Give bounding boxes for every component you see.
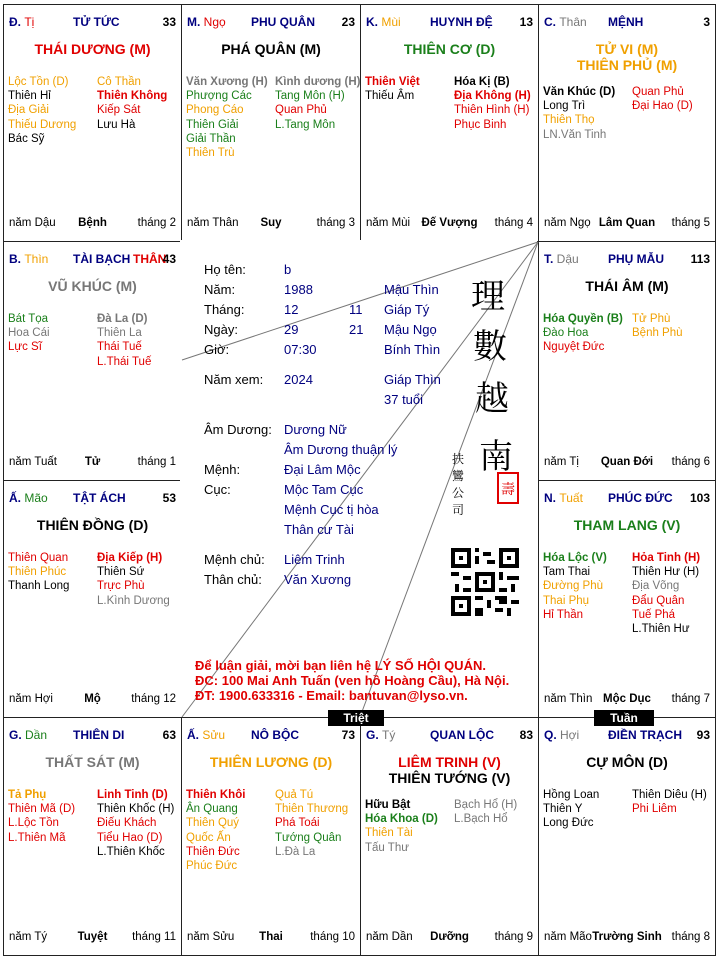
main-star: THÁI ÂM (M) bbox=[585, 278, 669, 294]
year-label: năm Tý bbox=[9, 931, 48, 943]
main-star: TỬ VI (M) bbox=[595, 41, 659, 57]
seal-char-1: 理 bbox=[471, 277, 505, 317]
label-cuc: Cục: bbox=[204, 482, 231, 497]
month-label: tháng 2 bbox=[137, 217, 176, 229]
month-label: tháng 5 bbox=[671, 217, 710, 229]
minor-star: Văn Xương (H) bbox=[186, 76, 268, 88]
triet-tag: Triệt bbox=[328, 710, 384, 726]
seal-sub-3: 公 bbox=[451, 486, 465, 500]
label-than-chu: Thân chủ: bbox=[204, 572, 262, 587]
life-stage: Quan Đới bbox=[600, 456, 654, 468]
minor-star: L.Tang Môn bbox=[275, 118, 336, 131]
branch-prefix: Ấ. bbox=[9, 491, 25, 505]
minor-star: Quan Phủ bbox=[632, 86, 684, 98]
palace-age: 63 bbox=[162, 728, 176, 742]
contact-line-2: ĐC: 100 Mai Anh Tuấn (ven hồ Hoàng Cầu), Hà Nội. bbox=[195, 673, 510, 688]
branch-name: Thân bbox=[559, 15, 587, 29]
minor-star: Phượng Các bbox=[186, 90, 252, 103]
value-cuc: Mộc Tam Cục bbox=[284, 482, 364, 497]
label-gio: Giờ: bbox=[204, 342, 230, 357]
value-tuoi: 37 tuổi bbox=[384, 392, 424, 407]
value-gio-can: Bính Thìn bbox=[384, 342, 441, 357]
minor-star: Thiên Đức bbox=[186, 845, 240, 858]
value-menh: Đại Lâm Mộc bbox=[284, 462, 361, 477]
value-cuc-3: Thân cư Tài bbox=[284, 522, 354, 537]
branch-prefix: T. bbox=[544, 252, 557, 266]
minor-star: L.Kình Dương bbox=[97, 594, 170, 607]
minor-star: Bác Sỹ bbox=[8, 132, 45, 145]
minor-star: Thiên Trù bbox=[186, 147, 235, 160]
branch-name: Ngọ bbox=[203, 15, 226, 29]
year-label: năm Ngọ bbox=[544, 217, 591, 229]
branch-prefix: C. bbox=[544, 15, 560, 29]
minor-star: Kình dương (H) bbox=[275, 76, 361, 88]
minor-star: Hữu Bật bbox=[365, 799, 411, 811]
minor-star: Giải Thần bbox=[186, 132, 236, 145]
value-ho-ten: b bbox=[284, 262, 292, 277]
month-label: tháng 9 bbox=[494, 931, 533, 943]
palace-name: NÔ BỘC bbox=[251, 728, 299, 742]
minor-star: L.Bạch Hổ bbox=[454, 813, 508, 826]
branch-name: Thìn bbox=[24, 252, 49, 266]
palace-name: ĐIỀN TRẠCH bbox=[608, 728, 682, 742]
year-label: năm Tuất bbox=[9, 456, 57, 468]
minor-star: L.Thiên Hư bbox=[632, 623, 690, 636]
main-star: VŨ KHÚC (M) bbox=[48, 278, 137, 294]
minor-star: Phúc Đức bbox=[186, 860, 238, 873]
main-star: THIÊN TƯỚNG (V) bbox=[388, 770, 511, 786]
value-nam-xem-can: Giáp Thìn bbox=[384, 372, 441, 387]
main-star: THẤT SÁT (M) bbox=[45, 754, 140, 770]
minor-star: Thiên Việt bbox=[365, 76, 420, 88]
palace-age: 53 bbox=[162, 491, 176, 505]
minor-star: Thiên Y bbox=[543, 803, 583, 816]
label-nam-xem: Năm xem: bbox=[204, 372, 264, 387]
palace-name: HUYNH ĐỆ bbox=[430, 15, 493, 29]
tuan-tag: Tuần bbox=[594, 710, 654, 726]
minor-star: Cô Thần bbox=[97, 76, 141, 88]
minor-star: Tấu Thư bbox=[365, 841, 409, 854]
main-star: THIÊN ĐỒNG (D) bbox=[36, 517, 149, 533]
label-menh: Mệnh: bbox=[204, 462, 241, 477]
value-cuc-2: Mệnh Cục tị hòa bbox=[284, 502, 379, 517]
value-gio: 07:30 bbox=[284, 342, 317, 357]
palace-name: MỆNH bbox=[608, 15, 644, 29]
minor-star: Tả Phụ bbox=[8, 789, 47, 801]
than-marker: THÂN bbox=[133, 252, 167, 266]
minor-star: Nguyệt Đức bbox=[543, 341, 605, 354]
branch-name: Tị bbox=[24, 15, 35, 29]
branch-name: Tý bbox=[382, 728, 396, 742]
main-star: CỰ MÔN (D) bbox=[586, 754, 668, 770]
minor-star: Đà La (D) bbox=[97, 313, 148, 325]
minor-star: Hỉ Thần bbox=[543, 608, 584, 621]
minor-star: Hồng Loan bbox=[543, 789, 600, 801]
minor-star: Thiên Quý bbox=[186, 817, 240, 830]
palace-age: 13 bbox=[519, 15, 533, 29]
value-am-duong-2: Âm Dương thuận lý bbox=[284, 442, 398, 457]
minor-star: Phục Binh bbox=[454, 118, 507, 131]
main-star: LIÊM TRINH (V) bbox=[398, 754, 501, 770]
label-nam: Năm: bbox=[204, 282, 236, 297]
palace-name: PHỤ MẪU bbox=[608, 252, 664, 266]
year-label: năm Thân bbox=[187, 217, 239, 229]
minor-star: Điếu Khách bbox=[97, 817, 157, 830]
minor-star: Tam Thai bbox=[543, 566, 591, 579]
minor-star: Quả Tú bbox=[275, 789, 314, 801]
palace-age: 113 bbox=[690, 252, 710, 266]
branch-prefix: G. bbox=[9, 728, 26, 742]
month-label: tháng 4 bbox=[494, 217, 533, 229]
minor-star: Hóa Khoa (D) bbox=[365, 813, 438, 826]
minor-star: Lưu Hà bbox=[97, 118, 136, 131]
life-stage: Suy bbox=[260, 217, 282, 229]
minor-star: Hóa Quyền (B) bbox=[543, 313, 623, 325]
main-star: THIÊN PHỦ (M) bbox=[576, 57, 678, 73]
value-nam-can: Mậu Thìn bbox=[384, 282, 439, 297]
palace-age: 103 bbox=[689, 491, 710, 505]
minor-star: Thanh Long bbox=[8, 580, 70, 593]
value-than-chu: Văn Xương bbox=[284, 572, 352, 587]
month-label: tháng 11 bbox=[132, 931, 176, 943]
branch-prefix: M. bbox=[187, 15, 204, 29]
minor-star: Thiên Thọ bbox=[543, 114, 595, 127]
minor-star: Tướng Quân bbox=[275, 831, 342, 844]
minor-star: Thiên Giải bbox=[186, 118, 239, 131]
minor-star: Thiên Sứ bbox=[97, 566, 145, 579]
minor-star: Quan Phủ bbox=[275, 104, 327, 117]
palace-name: QUAN LỘC bbox=[430, 728, 494, 742]
minor-star: Địa Không (H) bbox=[454, 90, 531, 103]
minor-star: Thiên Quan bbox=[8, 552, 69, 564]
main-star: THIÊN LƯƠNG (D) bbox=[209, 754, 333, 770]
minor-star: Thiên Hình (H) bbox=[454, 104, 530, 117]
minor-star: Địa Giải bbox=[8, 104, 49, 117]
minor-star: Ân Quang bbox=[186, 803, 238, 816]
branch-prefix: Đ. bbox=[9, 15, 25, 29]
info-block bbox=[204, 262, 454, 602]
minor-star: Phi Liêm bbox=[632, 803, 677, 816]
minor-star: Đẩu Quân bbox=[632, 594, 685, 607]
main-star: THÁI DƯƠNG (M) bbox=[34, 41, 151, 57]
value-ngay: 29 bbox=[284, 322, 299, 337]
life-stage: Mộc Dục bbox=[603, 693, 651, 705]
life-stage: Mộ bbox=[84, 693, 101, 705]
palace-age: 23 bbox=[341, 15, 355, 29]
month-label: tháng 1 bbox=[137, 456, 176, 468]
seal-char-2: 數 bbox=[473, 327, 507, 367]
palace-age: 3 bbox=[703, 15, 710, 29]
value-nam-xem: 2024 bbox=[284, 372, 313, 387]
minor-star: Long Đức bbox=[543, 817, 594, 830]
branch-name: Hợi bbox=[560, 728, 580, 742]
life-stage: Bệnh bbox=[78, 217, 107, 229]
year-label: năm Dần bbox=[366, 931, 413, 943]
minor-star: L.Đà La bbox=[275, 845, 316, 858]
minor-star: Lực Sĩ bbox=[8, 341, 42, 354]
palace-name: TÀI BẠCH bbox=[73, 252, 131, 266]
minor-star: Thiên Mã (D) bbox=[8, 803, 76, 816]
minor-star: Linh Tinh (D) bbox=[97, 789, 168, 801]
label-menh-chu: Mệnh chủ: bbox=[204, 552, 265, 567]
month-label: tháng 10 bbox=[310, 931, 355, 943]
minor-star: Kiếp Sát bbox=[97, 104, 141, 117]
minor-star: Thái Tuế bbox=[97, 341, 142, 354]
month-label: tháng 12 bbox=[131, 693, 176, 705]
minor-star: Thiên Phúc bbox=[8, 566, 67, 579]
branch-name: Dậu bbox=[556, 252, 579, 266]
seal-sub-4: 司 bbox=[451, 503, 465, 517]
life-stage: Thai bbox=[259, 931, 283, 943]
minor-star: Thiên La bbox=[97, 327, 142, 340]
minor-star: Tuế Phá bbox=[632, 608, 676, 621]
minor-star: Tiểu Hao (D) bbox=[97, 831, 163, 844]
contact-line-3[interactable]: ĐT: 1900.633316 - Email: bantuvan@lyso.vn. bbox=[195, 688, 468, 703]
year-label: năm Sửu bbox=[187, 931, 235, 943]
minor-star: Tử Phù bbox=[632, 313, 671, 325]
minor-star: Thiên Diêu (H) bbox=[632, 789, 707, 801]
palace-name: PHU QUÂN bbox=[251, 15, 316, 29]
label-am-duong: Âm Dương: bbox=[204, 422, 272, 437]
minor-star: Trực Phù bbox=[97, 580, 145, 593]
month-label: tháng 3 bbox=[316, 217, 355, 229]
value-thang-can: Giáp Tý bbox=[384, 302, 430, 317]
value-thang: 12 bbox=[284, 302, 299, 317]
minor-star: Thiên Thương bbox=[275, 803, 349, 816]
life-stage: Tuyệt bbox=[77, 931, 108, 943]
palace-age: 43 bbox=[162, 252, 176, 266]
year-label: năm Mão bbox=[544, 931, 592, 943]
minor-star: Thiên Khốc (H) bbox=[97, 803, 175, 816]
value-ngay-can: Mậu Ngọ bbox=[384, 322, 437, 337]
branch-prefix: N. bbox=[544, 491, 560, 505]
palace-name: PHÚC ĐỨC bbox=[608, 491, 673, 505]
minor-star: Thiên Khôi bbox=[186, 789, 246, 801]
minor-star: Bệnh Phù bbox=[632, 327, 683, 340]
minor-star: Thai Phụ bbox=[543, 594, 590, 607]
minor-star: Bạch Hổ (H) bbox=[454, 799, 518, 811]
month-label: tháng 7 bbox=[671, 693, 710, 705]
main-star: THIÊN CƠ (D) bbox=[403, 41, 496, 57]
minor-star: Địa Võng bbox=[632, 580, 680, 593]
minor-star: Thiếu Dương bbox=[8, 118, 77, 131]
minor-star: L.Lộc Tồn bbox=[8, 817, 59, 830]
value-menh-chu: Liêm Trinh bbox=[284, 552, 345, 567]
value-am-duong: Dương Nữ bbox=[284, 422, 347, 437]
life-stage: Trường Sinh bbox=[592, 931, 662, 943]
contact-line-1: Để luận giải, mời bạn liên hệ LÝ SỐ HỘI QUÁN. bbox=[195, 658, 486, 673]
minor-star: Thiên Không bbox=[97, 90, 168, 103]
palace-age: 83 bbox=[519, 728, 533, 742]
minor-star: Long Trì bbox=[543, 100, 586, 113]
label-thang: Tháng: bbox=[204, 302, 245, 317]
minor-star: L.Thiên Khốc bbox=[97, 845, 165, 858]
minor-star: Lộc Tồn (D) bbox=[8, 76, 69, 88]
palace-name: THIÊN DI bbox=[73, 728, 125, 742]
value-thang-am: 11 bbox=[349, 302, 363, 317]
palace-name: TẬT ÁCH bbox=[73, 491, 126, 505]
minor-star: Hóa Lộc (V) bbox=[543, 552, 607, 564]
minor-star: Quốc Ấn bbox=[186, 831, 231, 844]
life-stage: Tử bbox=[84, 456, 101, 468]
life-stage: Đế Vượng bbox=[421, 217, 478, 229]
minor-star: Hóa Kị (B) bbox=[454, 76, 510, 88]
contact-block bbox=[195, 658, 509, 703]
branch-prefix: B. bbox=[9, 252, 25, 266]
main-star: THAM LANG (V) bbox=[573, 517, 681, 533]
minor-star: Bát Tọa bbox=[8, 313, 49, 325]
life-stage: Dưỡng bbox=[430, 931, 469, 943]
minor-star: Hoa Cái bbox=[8, 327, 50, 340]
minor-star: Đường Phù bbox=[543, 580, 603, 593]
branch-prefix: G. bbox=[366, 728, 383, 742]
branch-prefix: Ấ. bbox=[187, 728, 203, 742]
minor-star: Địa Kiếp (H) bbox=[97, 552, 163, 564]
year-label: năm Dậu bbox=[9, 217, 56, 229]
minor-star: Thiên Hỉ bbox=[8, 90, 51, 103]
main-star: PHÁ QUÂN (M) bbox=[221, 41, 321, 57]
year-label: năm Hợi bbox=[9, 693, 53, 705]
minor-star: Đại Hao (D) bbox=[632, 100, 693, 113]
calligraphy-seal bbox=[448, 268, 520, 528]
month-label: tháng 6 bbox=[671, 456, 710, 468]
minor-star: Thiên Tài bbox=[365, 827, 413, 840]
seal-char-3: 越 bbox=[475, 379, 509, 419]
minor-star: Hỏa Tinh (H) bbox=[632, 552, 701, 564]
label-ho-ten: Họ tên: bbox=[204, 262, 246, 277]
minor-star: L.Thái Tuế bbox=[97, 355, 152, 368]
minor-star: Phong Cáo bbox=[186, 104, 244, 117]
seal-sub-1: 扶 bbox=[451, 452, 465, 466]
minor-star: L.Thiên Mã bbox=[8, 831, 66, 844]
year-label: năm Mùi bbox=[366, 217, 411, 229]
seal-char-4: 南 bbox=[479, 437, 513, 477]
minor-star: Đào Hoa bbox=[543, 327, 589, 340]
minor-star: Thiếu Âm bbox=[365, 90, 415, 103]
month-label: tháng 8 bbox=[671, 931, 710, 943]
minor-star: LN.Văn Tinh bbox=[543, 128, 607, 141]
year-label: năm Thìn bbox=[544, 693, 593, 705]
minor-star: Tang Môn (H) bbox=[275, 90, 345, 103]
qr-code[interactable] bbox=[451, 548, 519, 616]
label-ngay: Ngày: bbox=[204, 322, 238, 337]
branch-prefix: Q. bbox=[544, 728, 561, 742]
minor-star: Văn Khúc (D) bbox=[543, 86, 616, 98]
palace-age: 73 bbox=[341, 728, 355, 742]
branch-name: Sửu bbox=[202, 728, 226, 742]
value-ngay-am: 21 bbox=[349, 322, 364, 337]
branch-name: Dần bbox=[25, 728, 48, 742]
branch-prefix: K. bbox=[366, 15, 382, 29]
year-label: năm Tị bbox=[544, 456, 579, 468]
branch-name: Mùi bbox=[381, 15, 401, 29]
branch-name: Tuất bbox=[559, 491, 583, 505]
palace-age: 93 bbox=[696, 728, 710, 742]
seal-sub-2: 鸞 bbox=[451, 469, 465, 483]
palace-age: 33 bbox=[162, 15, 176, 29]
palace-name: TỬ TỨC bbox=[73, 15, 120, 29]
branch-name: Mão bbox=[24, 491, 48, 505]
value-nam: 1988 bbox=[284, 282, 313, 297]
life-stage: Lâm Quan bbox=[598, 217, 656, 229]
minor-star: Thiên Hư (H) bbox=[632, 566, 700, 579]
minor-star: Phá Toái bbox=[275, 817, 320, 830]
red-stamp-char: 壽 bbox=[501, 482, 515, 498]
